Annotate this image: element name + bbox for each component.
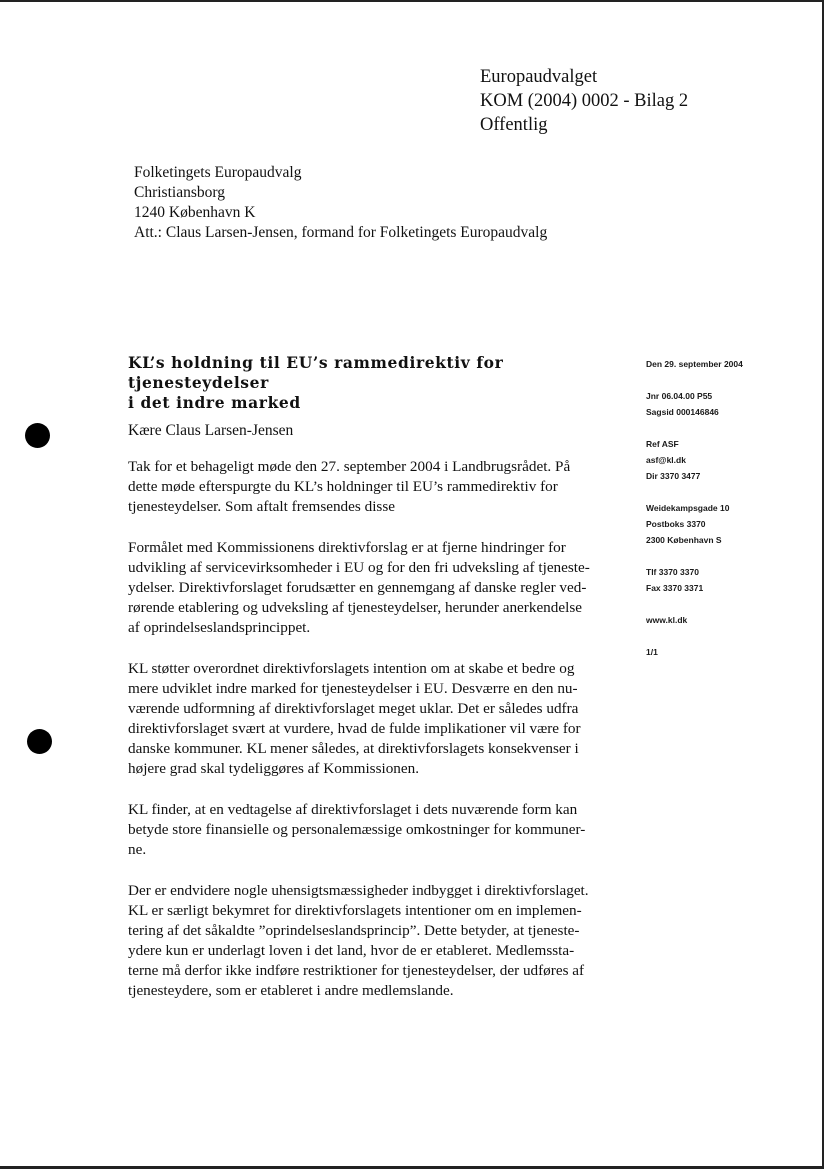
body-line: terne må derfor ikke indføre restriktioner for tjenesteydelser, der udføres af: [128, 962, 585, 979]
body-paragraph: [128, 538, 604, 638]
document-header: [480, 65, 688, 137]
journal-number: Jnr 06.04.00 P55: [646, 391, 713, 401]
body-line: af oprindelseslandsprincippet.: [128, 619, 311, 636]
body-line: direktivforslaget svært at vurdere, hvad de fulde implikationer vil være for: [128, 720, 581, 737]
body-line: værende udformning af direktivforslaget meget uklar. Det er således udfra: [128, 700, 579, 717]
phone-number: Tlf 3370 3370: [646, 567, 699, 577]
reference-initials: Ref ASF: [646, 439, 679, 449]
body-paragraph: [128, 457, 604, 517]
body-line: tjenesteydelser. Som aftalt fremsendes disse: [128, 498, 395, 515]
punch-hole-bottom: [27, 729, 52, 754]
sender-email: asf@kl.dk: [646, 455, 686, 465]
body-line: udvikling af servicevirksomheder i EU og for den fri udveksling af tjeneste-: [128, 559, 590, 576]
body-line: KL støtter overordnet direktivforslagets intention om at skabe et bedre og: [128, 660, 575, 677]
body-line: danske kommuner. KL mener således, at direktivforslagets konsekvenser i: [128, 740, 579, 757]
letter-body: [128, 457, 604, 1022]
recipient-line: Folketingets Europaudvalg: [134, 164, 302, 181]
salutation: Kære Claus Larsen-Jensen: [128, 422, 294, 439]
body-paragraph: [128, 800, 604, 860]
body-paragraph: [128, 659, 604, 779]
fax-number: Fax 3370 3371: [646, 583, 704, 593]
body-line: ne.: [128, 841, 147, 858]
recipient-address: [134, 163, 547, 243]
street-address: Weidekampsgade 10: [646, 503, 730, 513]
body-paragraph: [128, 881, 604, 1001]
body-line: KL finder, at en vedtagelse af direktivforslaget i dets nuværende form kan: [128, 801, 578, 818]
body-line: KL er særligt bekymret for direktivforslagets intentioner om en implemen-: [128, 902, 582, 919]
title-line: KL’s holdning til EU’s rammedirektiv for tjenesteydelser: [128, 353, 504, 392]
committee-name: Europaudvalget: [480, 67, 598, 87]
body-line: ydelser. Direktivforslaget forudsætter en gennemgang af danske regler ved-: [128, 579, 587, 596]
body-line: tjenesteydere, som er etableret i andre medlemslande.: [128, 982, 454, 999]
body-line: Tak for et behageligt møde den 27. september 2004 i Landbrugsrådet. På: [128, 458, 571, 475]
document-reference: KOM (2004) 0002 - Bilag 2: [480, 91, 689, 111]
body-line: mere udviklet indre marked for tjenesteydelser i EU. Desværre en den nu-: [128, 680, 578, 697]
recipient-attention: Att.: Claus Larsen-Jensen, formand for Folketingets Europaudvalg: [134, 224, 548, 241]
title-line: i det indre marked: [128, 393, 301, 412]
body-line: ydere kun er underlagt loven i det land, hvor de er etableret. Medlemssta-: [128, 942, 575, 959]
sender-info-sidebar: [646, 356, 816, 660]
body-line: Formålet med Kommissionens direktivforslag er at fjerne hindringer for: [128, 539, 566, 556]
postal-city: 2300 København S: [646, 535, 722, 545]
body-line: rørende etablering og udveksling af tjenesteydelser, herunder anerkendelse: [128, 599, 582, 616]
page-border-top: [0, 0, 824, 2]
recipient-line: Christiansborg: [134, 184, 225, 201]
website: www.kl.dk: [646, 615, 688, 625]
letter-title: [128, 353, 628, 413]
letter-date: Den 29. september 2004: [646, 359, 743, 369]
page-number: 1/1: [646, 647, 658, 657]
body-line: tering af det såkaldte ”oprindelseslandsprincip”. Dette betyder, at tjeneste-: [128, 922, 580, 939]
body-line: Der er endvidere nogle uhensigtsmæssigheder indbygget i direktivforslaget.: [128, 882, 589, 899]
recipient-line: 1240 København K: [134, 204, 256, 221]
postbox: Postboks 3370: [646, 519, 706, 529]
body-line: højere grad skal tydeliggøres af Kommissionen.: [128, 760, 420, 777]
body-line: betyde store finansielle og personalemæssige omkostninger for kommuner-: [128, 821, 586, 838]
classification: Offentlig: [480, 115, 548, 135]
case-id: Sagsid 000146846: [646, 407, 719, 417]
punch-hole-top: [25, 423, 50, 448]
body-line: dette møde efterspurgte du KL’s holdninger til EU’s rammedirektiv for: [128, 478, 558, 495]
direct-phone: Dir 3370 3477: [646, 471, 701, 481]
